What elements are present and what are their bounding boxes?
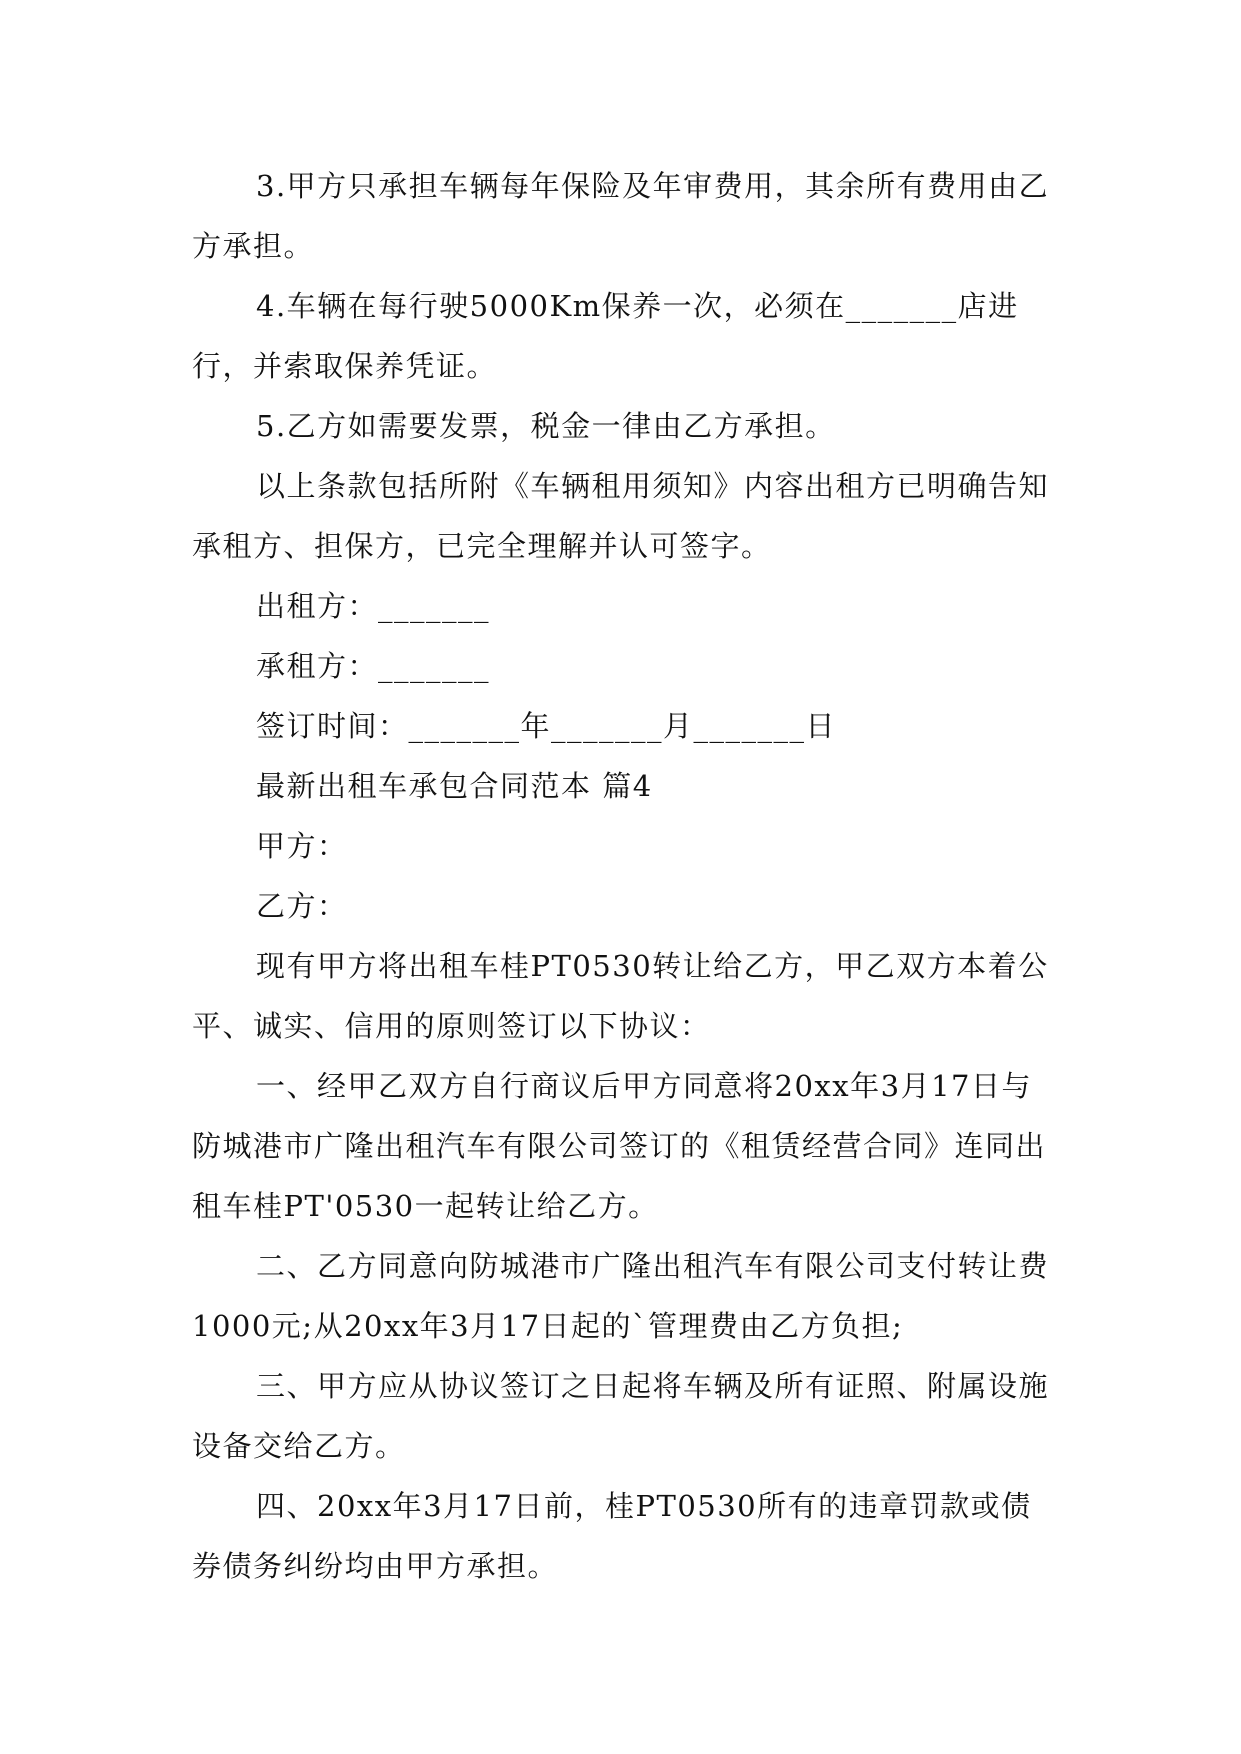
preamble-paragraph: 现有甲方将出租车桂PT0530转让给乙方，甲乙双方本着公平、诚实、信用的原则签订以下协议： [192, 949, 1049, 1043]
lessee-signature-line: 承租方：_______ [256, 649, 491, 683]
article-1: 一、经甲乙双方自行商议后甲方同意将20xx年3月17日与防城港市广隆出租汽车有限公司签订的《租赁经营合同》连同出租车桂PT'0530一起转让给乙方。 [192, 1069, 1047, 1223]
signing-date-line: 签订时间：_______年_______月_______日 [256, 709, 837, 743]
clause-5-invoice: 5.乙方如需要发票，税金一律由乙方承担。 [256, 409, 836, 443]
document-body [192, 156, 1050, 1596]
acknowledgement-paragraph: 以上条款包括所附《车辆租用须知》内容出租方已明确告知承租方、担保方，已完全理解并认可签字。 [192, 469, 1050, 563]
lessor-signature-line: 出租方：_______ [256, 589, 491, 623]
section-heading: 最新出租车承包合同范本 篇4 [256, 769, 653, 803]
article-2: 二、乙方同意向防城港市广隆出租汽车有限公司支付转让费1000元;从20xx年3月17日起的`管理费由乙方负担; [192, 1249, 1050, 1343]
article-4: 四、20xx年3月17日前，桂PT0530所有的违章罚款或债券债务纠纷均由甲方承担。 [192, 1489, 1032, 1583]
clause-3-insurance: 3.甲方只承担车辆每年保险及年审费用，其余所有费用由乙方承担。 [192, 169, 1050, 263]
party-b-line: 乙方： [256, 889, 348, 923]
clause-4-maintenance: 4.车辆在每行驶5000Km保养一次，必须在_______店进行，并索取保养凭证。 [192, 289, 1019, 383]
party-a-line: 甲方： [256, 829, 348, 863]
article-3: 三、甲方应从协议签订之日起将车辆及所有证照、附属设施设备交给乙方。 [192, 1369, 1050, 1463]
